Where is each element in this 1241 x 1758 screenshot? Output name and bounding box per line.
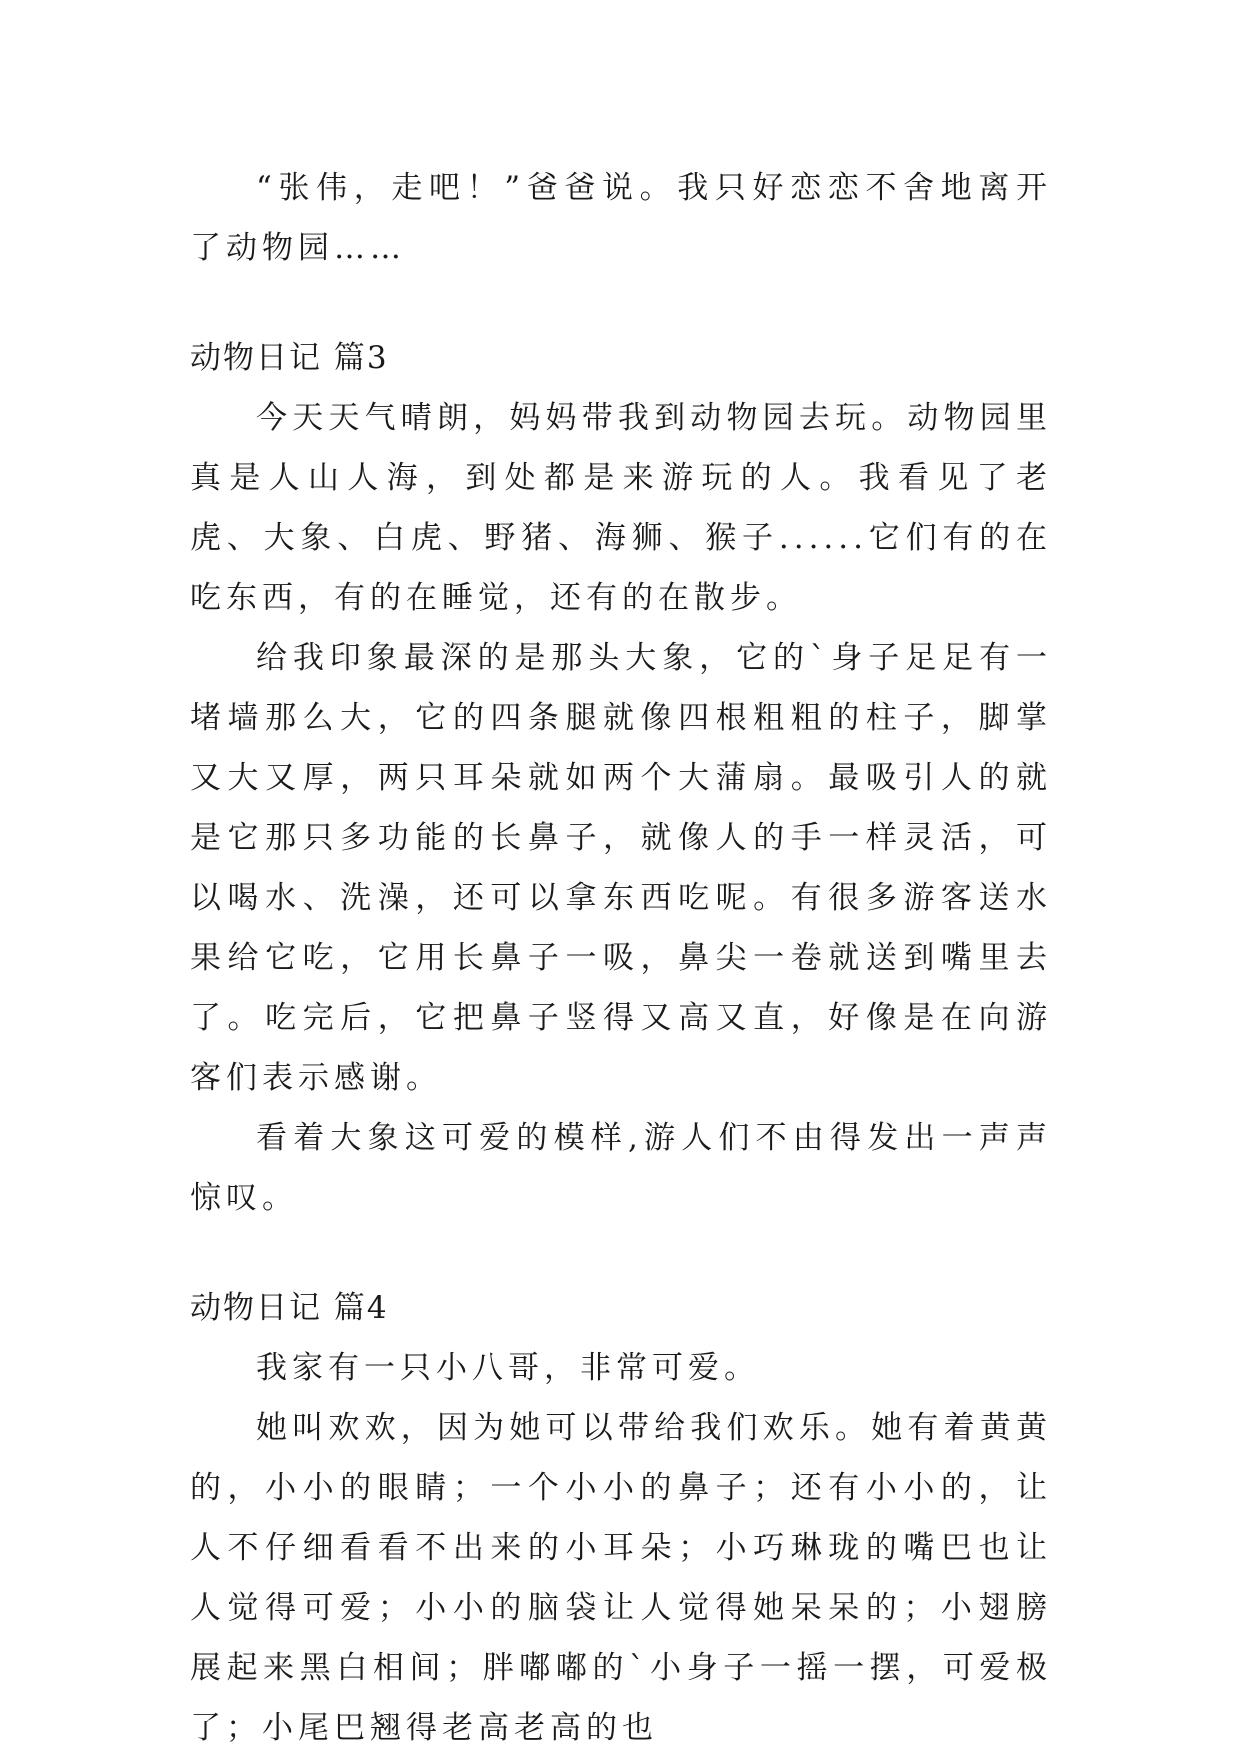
section-heading: 动物日记 篇4 bbox=[190, 1290, 389, 1326]
section-heading: 动物日记 篇3 bbox=[190, 340, 389, 376]
paragraph: 看着大象这可爱的模样,游人们不由得发出一声声惊叹。 bbox=[190, 1120, 1052, 1216]
document-content bbox=[190, 158, 1052, 1758]
paragraph: 今天天气晴朗，妈妈带我到动物园去玩。动物园里真是人山人海，到处都是来游玩的人。我看见了老虎、大象、白虎、野猪、海狮、猴子......它们有的在吃东西，有的在睡觉，还有的在散步。 bbox=[190, 400, 1052, 616]
paragraph: 给我印象最深的是那头大象，它的`身子足足有一堵墙那么大，它的四条腿就像四根粗粗的柱子，脚掌又大又厚，两只耳朵就如两个大蒲扇。最吸引人的就是它那只多功能的长鼻子，就像人的手一样灵活，可以喝水、洗澡，还可以拿东西吃呢。有很多游客送水果给它吃，它用长鼻子一吸，鼻尖一卷就送到嘴里去了。吃完后，它把鼻子竖得又高又直，好像是在向游客们表示感谢。 bbox=[190, 640, 1052, 1096]
section-gap bbox=[190, 1228, 1052, 1278]
paragraph: 她叫欢欢，因为她可以带给我们欢乐。她有着黄黄的，小小的眼睛；一个小小的鼻子；还有小小的，让人不仔细看看不出来的小耳朵；小巧琳珑的嘴巴也让人觉得可爱；小小的脑袋让人觉得她呆呆的；小翅膀展起来黑白相间；胖嘟嘟的`小身子一摇一摆，可爱极了；小尾巴翘得老高老高的也 bbox=[190, 1410, 1052, 1746]
section-gap bbox=[190, 278, 1052, 328]
paragraph: 我家有一只小八哥，非常可爱。 bbox=[256, 1350, 760, 1386]
paragraph: “张伟，走吧！”爸爸说。我只好恋恋不舍地离开了动物园…… bbox=[190, 170, 1052, 266]
